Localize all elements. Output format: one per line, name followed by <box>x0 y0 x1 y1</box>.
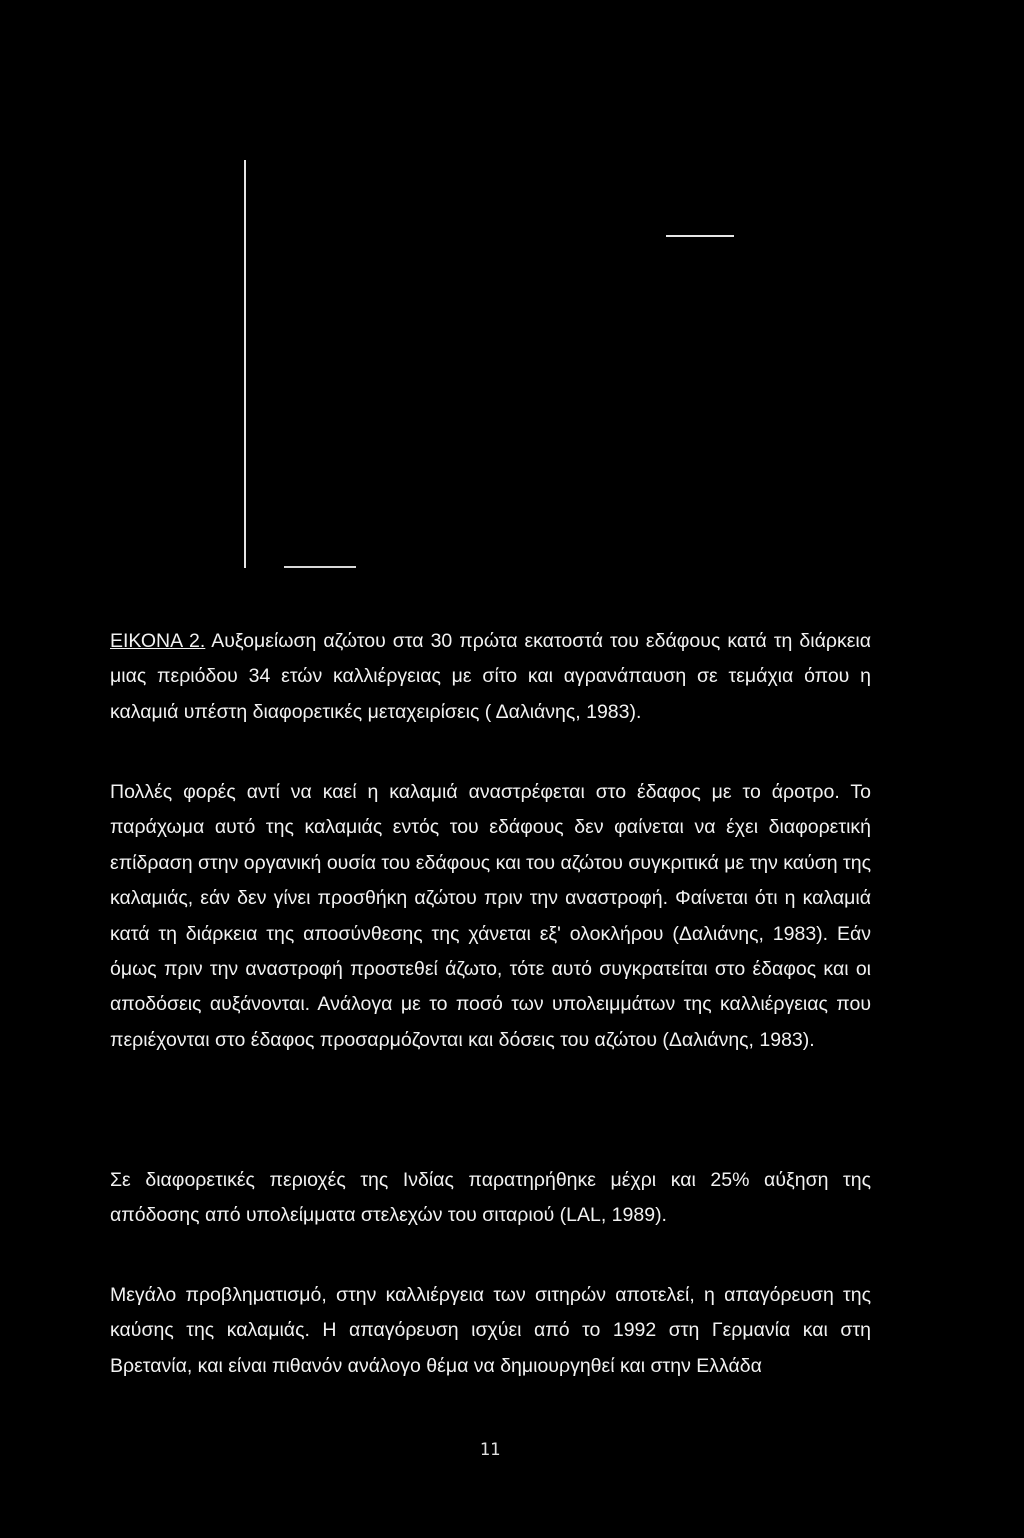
figure-caption-label: ΕΙΚΟΝΑ 2. <box>110 630 206 652</box>
paragraph-india-yield: Σε διαφορετικές περιοχές της Ινδίας παρατηρήθηκε μέχρι και 25% αύξηση της απόδοσης από υπολείμματα στελεχών του σιταριού (LAL, 1989). <box>110 1169 871 1227</box>
figure-caption <box>110 624 871 730</box>
page-number: 11 <box>479 1440 501 1460</box>
paragraph-burning-ban: Μεγάλο προβληματισμό, στην καλλιέργεια των σιτηρών αποτελεί, η απαγόρευση της καύσης της καλαμιάς. Η απαγόρευση ισχύει από το 1992 στη Γερμανία και στη Βρετανία, και είναι πιθανόν ανάλογο θέμα να δημιουργηθεί και στην Ελλάδα <box>110 1284 871 1377</box>
figure-graphic <box>0 0 1024 600</box>
figure-baseline-mark <box>284 566 356 568</box>
paragraph-stubble-incorporation: Πολλές φορές αντί να καεί η καλαμιά αναστρέφεται στο έδαφος με το άροτρο. Το παράχωμα αυτό της καλαμιάς εντός του εδάφους δεν φαίνεται να έχει διαφορετική επίδραση στην οργανική ουσία του εδάφους και του αζώτου συγκριτικά με την καύση της καλαμιάς, εάν δεν γίνει προσθήκη αζώτου πριν την αναστροφή. Φαίνεται ότι η καλαμιά κατά τη διάρκεια της αποσύνθεσης της χάνεται εξ' ολοκλήρου (Δαλιάνης, 1983). Εάν όμως πριν την αναστροφή προστεθεί άζωτο, τότε αυτό συγκρατείται στο έδαφος και οι αποδόσεις αυξάνονται. Ανάλογα με το ποσό των υπολειμμάτων της καλλιέργειας που περιέχονται στο έδαφος προσαρμόζονται και δόσεις του αζώτου (Δαλιάνης, 1983). <box>110 781 871 1051</box>
figure-axis-line <box>244 160 246 568</box>
figure-legend-line <box>666 235 734 237</box>
figure-caption-text: Αυξομείωση αζώτου στα 30 πρώτα εκατοστά του εδάφους κατά τη διάρκεια μιας περιόδου 34 ετών καλλιέργειας με σίτο και αγρανάπαυση σε τεμάχια όπου η καλαμιά υπέστη διαφορετικές μεταχειρίσεις ( Δαλιάνης, 1983). <box>110 630 871 723</box>
